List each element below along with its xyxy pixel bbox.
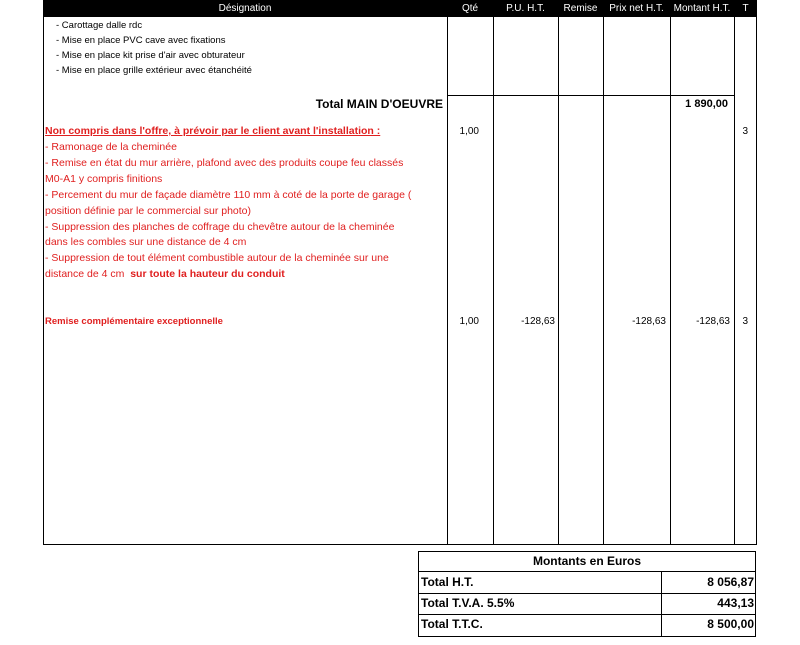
- non-compris-line: - Remise en état du mur arrière, plafond avec des produits coupe feu classés: [45, 157, 404, 169]
- non-compris-last-start: distance de 4 cm: [45, 268, 131, 280]
- non-compris-line: M0-A1 y compris finitions: [45, 173, 163, 185]
- non-compris-t: 3: [742, 126, 748, 137]
- remise-label: Remise complémentaire exceptionnelle: [45, 316, 223, 327]
- col-montant-header: Montant H.T.: [673, 3, 731, 14]
- col-divider: [670, 17, 671, 545]
- remise-t: 3: [742, 316, 748, 327]
- remise-qte: 1,00: [459, 316, 479, 327]
- totals-col-divider: [661, 571, 662, 637]
- remise-prixnet: -128,63: [632, 316, 666, 327]
- total-main-label: Total MAIN D'OEUVRE: [315, 97, 443, 111]
- col-divider: [558, 17, 559, 545]
- list-item: - Mise en place grille extérieur avec étanchéité: [56, 65, 252, 76]
- table-border-right: [756, 17, 757, 545]
- total-main-amount: 1 890,00: [685, 98, 728, 110]
- col-remise-header: Remise: [563, 3, 598, 14]
- col-qte-header: Qté: [461, 3, 479, 14]
- totals-title: Montants en Euros: [532, 554, 641, 568]
- col-divider: [447, 17, 448, 545]
- total-tva-label: Total T.V.A. 5.5%: [421, 596, 515, 610]
- total-tva-value: 443,13: [717, 596, 754, 610]
- col-divider: [734, 17, 735, 545]
- col-divider: [603, 17, 604, 545]
- row-divider: [447, 95, 735, 96]
- col-divider: [493, 17, 494, 545]
- col-pu-header: P.U. H.T.: [506, 3, 545, 14]
- col-t-header: T: [742, 3, 749, 14]
- list-item: - Mise en place PVC cave avec fixations: [56, 35, 226, 46]
- table-header: [43, 0, 757, 17]
- table-border-bottom: [43, 544, 757, 545]
- remise-pu: -128,63: [521, 316, 555, 327]
- non-compris-line-last: [45, 267, 285, 283]
- list-item: - Mise en place kit prise d'air avec obturateur: [56, 50, 245, 61]
- non-compris-line: - Suppression de tout élément combustible autour de la cheminée sur une: [45, 252, 389, 264]
- remise-montant: -128,63: [696, 316, 730, 327]
- non-compris-last-bold: sur toute la hauteur du conduit: [130, 268, 285, 280]
- total-ht-value: 8 056,87: [707, 575, 754, 589]
- total-ttc-value: 8 500,00: [707, 617, 754, 631]
- col-designation-header: Désignation: [218, 3, 272, 14]
- total-ht-label: Total H.T.: [421, 575, 474, 589]
- non-compris-qte: 1,00: [459, 126, 479, 137]
- non-compris-line: - Suppression des planches de coffrage du chevêtre autour de la cheminée: [45, 221, 395, 233]
- non-compris-title: Non compris dans l'offre, à prévoir par le client avant l'installation :: [45, 125, 381, 137]
- non-compris-line: - Percement du mur de façade diamètre 110 mm à coté de la porte de garage (: [45, 189, 412, 201]
- non-compris-line: dans les combles sur une distance de 4 cm: [45, 236, 247, 248]
- totals-divider: [418, 593, 756, 594]
- list-item: - Carottage dalle rdc: [56, 20, 143, 31]
- totals-divider: [418, 614, 756, 615]
- totals-divider: [418, 571, 756, 572]
- non-compris-line: position définie par le commercial sur photo): [45, 205, 252, 217]
- non-compris-line: - Ramonage de la cheminée: [45, 141, 177, 153]
- total-ttc-label: Total T.T.C.: [421, 617, 483, 631]
- table-border-left: [43, 17, 44, 545]
- col-prixnet-header: Prix net H.T.: [609, 3, 664, 14]
